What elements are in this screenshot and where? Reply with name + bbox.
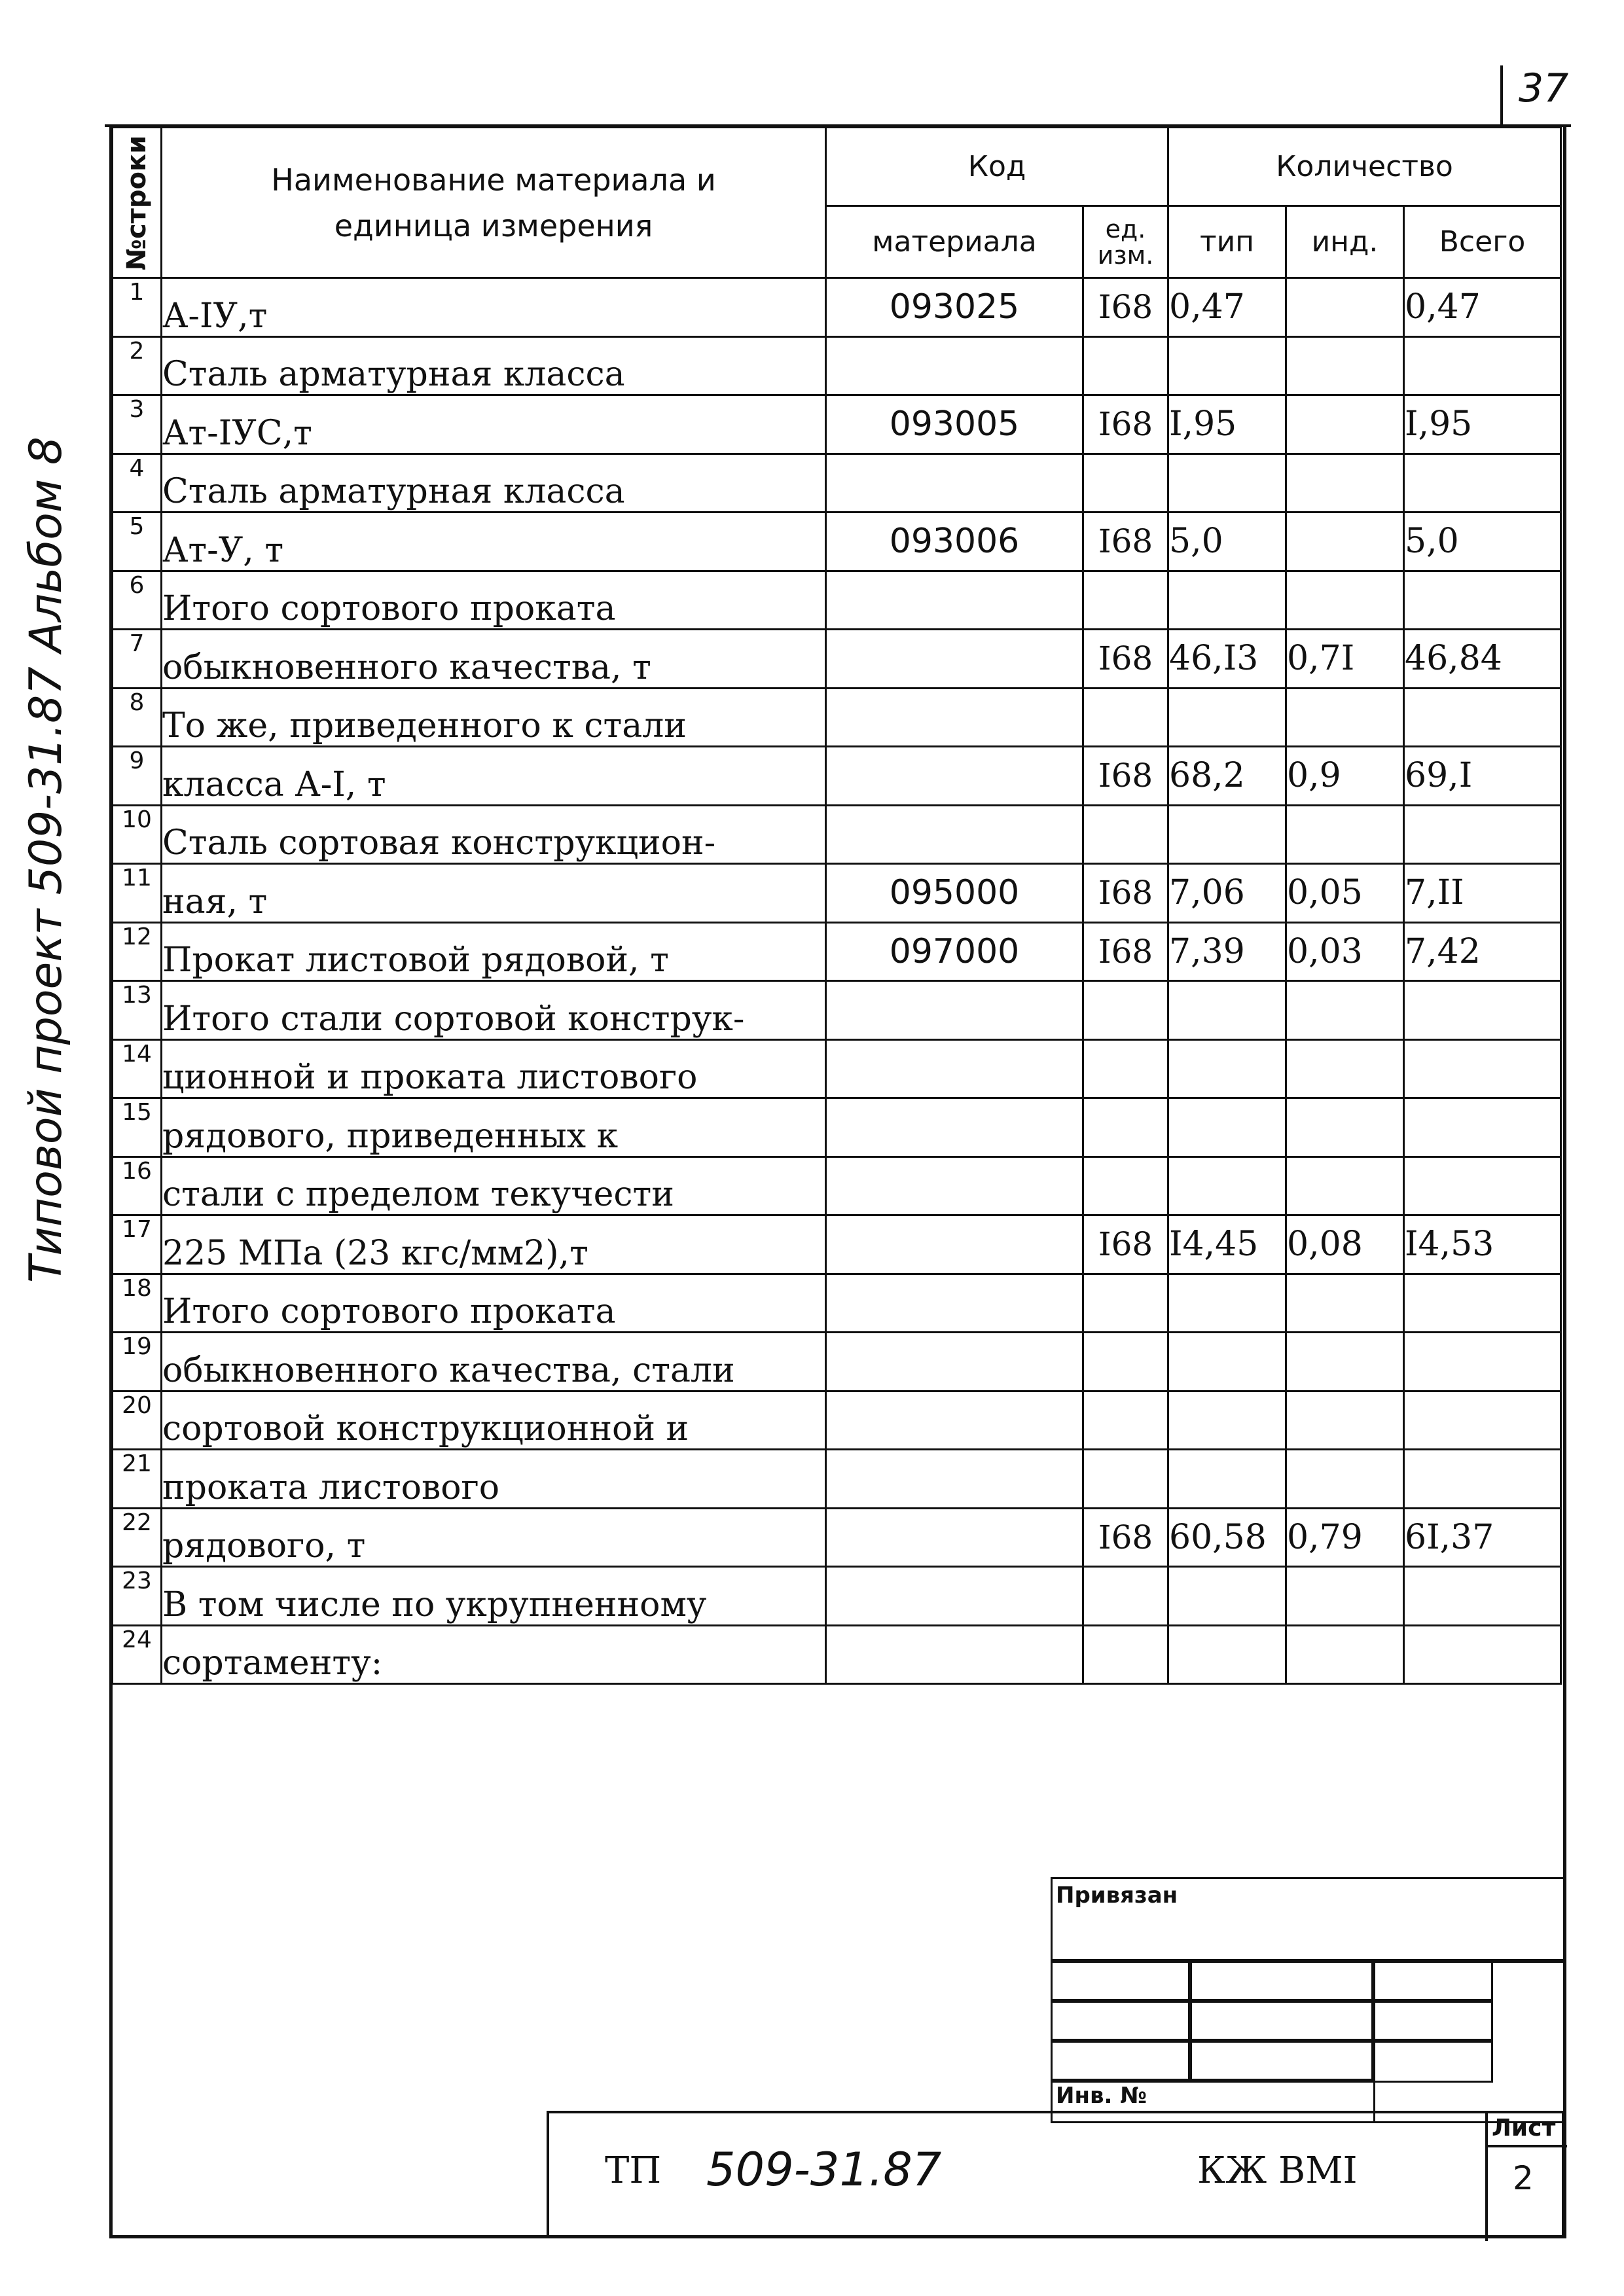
stamp-grid-cell [1051, 1999, 1192, 2043]
row-number-cell: 18 [113, 1274, 162, 1333]
table-row [113, 278, 1561, 337]
qty-type-cell: 68,2 [1168, 747, 1286, 806]
qty-total-cell: 46,84 [1404, 630, 1561, 689]
unit-code-cell [1083, 981, 1168, 1040]
unit-code-cell: I68 [1083, 864, 1168, 923]
table-row [113, 981, 1561, 1040]
stamp-grid-cell [1188, 2039, 1375, 2083]
qty-ind-cell [1286, 1450, 1404, 1509]
qty-total-cell [1404, 454, 1561, 512]
qty-ind-cell [1286, 1333, 1404, 1391]
qty-total-cell [1404, 981, 1561, 1040]
material-code-cell: 095000 [826, 864, 1083, 923]
unit-code-cell [1083, 1450, 1168, 1509]
row-number-cell: 8 [113, 688, 162, 747]
qty-type-cell [1168, 805, 1286, 864]
material-code-cell [826, 1391, 1083, 1450]
material-name-cell: 225 МПа (23 кгс/мм2),т [162, 1215, 826, 1274]
row-number-cell: 20 [113, 1391, 162, 1450]
material-name-cell: обыкновенного качества, т [162, 630, 826, 689]
qty-type-cell [1168, 1333, 1286, 1391]
table-row [113, 454, 1561, 512]
material-code-cell: 093006 [826, 512, 1083, 571]
table-row [113, 805, 1561, 864]
table-row [113, 395, 1561, 454]
qty-ind-cell [1286, 1625, 1404, 1684]
table-row [113, 1450, 1561, 1509]
qty-ind-cell [1286, 805, 1404, 864]
unit-code-cell [1083, 688, 1168, 747]
unit-code-cell: I68 [1083, 630, 1168, 689]
table-row [113, 1039, 1561, 1098]
qty-total-cell [1404, 1039, 1561, 1098]
unit-code-cell [1083, 454, 1168, 512]
qty-total-cell: 7,II [1404, 864, 1561, 923]
qty-ind-cell [1286, 981, 1404, 1040]
material-code-cell: 093025 [826, 278, 1083, 337]
table-row [113, 512, 1561, 571]
table-row [113, 1508, 1561, 1567]
table-row [113, 1274, 1561, 1333]
unit-code-cell [1083, 1157, 1168, 1215]
qty-ind-cell [1286, 336, 1404, 395]
material-name-cell: рядового, приведенных к [162, 1098, 826, 1157]
qty-total-cell: 6I,37 [1404, 1508, 1561, 1567]
stamp-grid-cell [1371, 1999, 1493, 2043]
row-number-cell: 9 [113, 747, 162, 806]
table-row [113, 1625, 1561, 1684]
material-code-cell [826, 630, 1083, 689]
qty-type-cell: I,95 [1168, 395, 1286, 454]
title-block-project-code: 509-31.87 [706, 2143, 942, 2197]
qty-type-cell: 60,58 [1168, 1508, 1286, 1567]
material-name-cell: ционной и проката листового [162, 1039, 826, 1098]
table-row [113, 1157, 1561, 1215]
unit-code-cell: I68 [1083, 512, 1168, 571]
material-code-cell [826, 1508, 1083, 1567]
material-code-cell [826, 571, 1083, 630]
material-code-cell [826, 1567, 1083, 1626]
unit-code-cell: I68 [1083, 922, 1168, 981]
qty-ind-cell [1286, 571, 1404, 630]
qty-type-cell [1168, 688, 1286, 747]
row-number-cell: 17 [113, 1215, 162, 1274]
table-row [113, 336, 1561, 395]
row-number-cell: 19 [113, 1333, 162, 1391]
material-name-cell: Итого стали сортовой конструк- [162, 981, 826, 1040]
qty-type-cell [1168, 1274, 1286, 1333]
row-number-cell: 3 [113, 395, 162, 454]
header-qty-total: Всего [1404, 206, 1561, 278]
material-name-cell: обыкновенного качества, стали [162, 1333, 826, 1391]
material-code-cell [826, 1098, 1083, 1157]
material-specification-table [111, 126, 1562, 1685]
material-code-cell [826, 981, 1083, 1040]
row-number-cell: 24 [113, 1625, 162, 1684]
qty-ind-cell: 0,05 [1286, 864, 1404, 923]
material-code-cell [826, 1450, 1083, 1509]
header-qty-type: тип [1168, 206, 1286, 278]
material-code-cell [826, 336, 1083, 395]
table-row [113, 1098, 1561, 1157]
qty-total-cell [1404, 571, 1561, 630]
qty-total-cell [1404, 1157, 1561, 1215]
qty-type-cell: 7,06 [1168, 864, 1286, 923]
unit-code-cell [1083, 1039, 1168, 1098]
material-code-cell [826, 1215, 1083, 1274]
qty-type-cell [1168, 981, 1286, 1040]
qty-total-cell [1404, 1567, 1561, 1626]
material-name-cell: Сталь сортовая конструкцион- [162, 805, 826, 864]
qty-ind-cell [1286, 454, 1404, 512]
material-name-cell: А-IУ,т [162, 278, 826, 337]
stamp-grid-cell [1371, 1959, 1493, 2003]
row-number-cell: 5 [113, 512, 162, 571]
qty-total-cell [1404, 1333, 1561, 1391]
side-annotation-text: Типовой проект 509-31.87 Альбом 8 [20, 436, 72, 1283]
table-row [113, 1215, 1561, 1274]
table-row [113, 1333, 1561, 1391]
material-code-cell [826, 1333, 1083, 1391]
qty-total-cell [1404, 336, 1561, 395]
row-number-cell: 13 [113, 981, 162, 1040]
unit-code-cell [1083, 1274, 1168, 1333]
qty-ind-cell: 0,08 [1286, 1215, 1404, 1274]
material-name-cell: ная, т [162, 864, 826, 923]
title-block-sheet-divider [1485, 2113, 1488, 2241]
material-code-cell [826, 1039, 1083, 1098]
qty-ind-cell [1286, 1567, 1404, 1626]
qty-total-cell [1404, 1098, 1561, 1157]
qty-ind-cell [1286, 1391, 1404, 1450]
material-name-cell: класса А-I, т [162, 747, 826, 806]
qty-total-cell [1404, 1625, 1561, 1684]
material-name-cell: сортаменту: [162, 1625, 826, 1684]
row-number-cell: 6 [113, 571, 162, 630]
qty-type-cell [1168, 1567, 1286, 1626]
qty-type-cell: I4,45 [1168, 1215, 1286, 1274]
qty-type-cell: 7,39 [1168, 922, 1286, 981]
qty-ind-cell: 0,9 [1286, 747, 1404, 806]
material-name-cell: Ат-У, т [162, 512, 826, 571]
qty-ind-cell [1286, 278, 1404, 337]
table-row [113, 1391, 1561, 1450]
unit-code-cell: I68 [1083, 278, 1168, 337]
stamp-grid-cell [1188, 1959, 1375, 2003]
qty-type-cell [1168, 1157, 1286, 1215]
qty-ind-cell [1286, 1098, 1404, 1157]
qty-type-cell [1168, 1625, 1286, 1684]
stamp-grid-cell [1051, 1959, 1192, 2003]
material-code-cell [826, 805, 1083, 864]
row-number-cell: 4 [113, 454, 162, 512]
title-block-sheet-number: 2 [1513, 2159, 1534, 2197]
unit-code-cell [1083, 336, 1168, 395]
material-name-cell: Итого сортового проката [162, 571, 826, 630]
unit-code-cell [1083, 1391, 1168, 1450]
qty-total-cell [1404, 805, 1561, 864]
qty-ind-cell: 0,7I [1286, 630, 1404, 689]
material-name-cell: Сталь арматурная класса [162, 454, 826, 512]
qty-type-cell: 0,47 [1168, 278, 1286, 337]
material-code-cell [826, 454, 1083, 512]
unit-code-cell [1083, 1098, 1168, 1157]
material-name-cell: стали с пределом текучести [162, 1157, 826, 1215]
stamp-grid-cell [1051, 2039, 1192, 2083]
table-row [113, 922, 1561, 981]
qty-ind-cell [1286, 512, 1404, 571]
unit-code-cell: I68 [1083, 395, 1168, 454]
material-code-cell [826, 688, 1083, 747]
page-number: 37 [1519, 65, 1569, 111]
row-number-cell: 12 [113, 922, 162, 981]
title-block [547, 2111, 1564, 2238]
material-name-cell: То же, приведенного к стали [162, 688, 826, 747]
header-material-name: Наименование материала и единица измерения [162, 128, 826, 278]
unit-code-cell: I68 [1083, 1508, 1168, 1567]
unit-code-cell [1083, 571, 1168, 630]
material-name-cell: Сталь арматурная класса [162, 336, 826, 395]
qty-total-cell [1404, 1274, 1561, 1333]
qty-ind-cell: 0,03 [1286, 922, 1404, 981]
material-code-cell: 097000 [826, 922, 1083, 981]
title-block-prefix: ТП [605, 2149, 662, 2192]
material-name-cell: проката листового [162, 1450, 826, 1509]
qty-ind-cell [1286, 1274, 1404, 1333]
unit-code-cell [1083, 805, 1168, 864]
row-number-cell: 16 [113, 1157, 162, 1215]
material-name-cell: рядового, т [162, 1508, 826, 1567]
stamp-grid-cell [1371, 2039, 1493, 2083]
linkage-stamp [1051, 1877, 1564, 2119]
qty-total-cell [1404, 688, 1561, 747]
material-name-cell: Ат-IУС,т [162, 395, 826, 454]
material-name-cell: Прокат листовой рядовой, т [162, 922, 826, 981]
qty-total-cell: I,95 [1404, 395, 1561, 454]
material-name-cell: Итого сортового проката [162, 1274, 826, 1333]
qty-type-cell [1168, 1391, 1286, 1450]
stamp-linked-label: Привязан [1056, 1882, 1178, 1909]
row-number-cell: 10 [113, 805, 162, 864]
header-code-unit: ед. изм. [1083, 206, 1168, 278]
unit-code-cell: I68 [1083, 747, 1168, 806]
header-quantity-group: Количество [1168, 128, 1561, 206]
table-row [113, 630, 1561, 689]
material-code-cell [826, 1274, 1083, 1333]
title-block-mark: КЖ ВМI [1197, 2149, 1358, 2192]
table-row [113, 747, 1561, 806]
title-block-sheet-label: Лист [1492, 2115, 1556, 2142]
qty-ind-cell [1286, 1157, 1404, 1215]
material-code-cell: 093005 [826, 395, 1083, 454]
qty-total-cell: I4,53 [1404, 1215, 1561, 1274]
row-number-cell: 14 [113, 1039, 162, 1098]
qty-total-cell: 7,42 [1404, 922, 1561, 981]
header-row-number: №строки [113, 128, 162, 278]
qty-type-cell [1168, 454, 1286, 512]
table-row [113, 571, 1561, 630]
table-row [113, 688, 1561, 747]
stamp-inv-label: Инв. № [1056, 2083, 1147, 2109]
row-number-cell: 7 [113, 630, 162, 689]
page-number-rule [1500, 65, 1503, 124]
qty-type-cell [1168, 336, 1286, 395]
unit-code-cell [1083, 1333, 1168, 1391]
qty-type-cell: 46,I3 [1168, 630, 1286, 689]
row-number-cell: 11 [113, 864, 162, 923]
unit-code-cell [1083, 1567, 1168, 1626]
qty-total-cell: 5,0 [1404, 512, 1561, 571]
header-code-group: Код [826, 128, 1168, 206]
qty-ind-cell: 0,79 [1286, 1508, 1404, 1567]
stamp-grid-cell [1188, 1999, 1375, 2043]
qty-type-cell [1168, 571, 1286, 630]
row-number-cell: 15 [113, 1098, 162, 1157]
unit-code-cell: I68 [1083, 1215, 1168, 1274]
title-block-sheet-rule [1485, 2145, 1567, 2147]
material-code-cell [826, 747, 1083, 806]
qty-type-cell [1168, 1098, 1286, 1157]
qty-total-cell [1404, 1391, 1561, 1450]
qty-total-cell: 0,47 [1404, 278, 1561, 337]
material-name-cell: В том числе по укрупненному [162, 1567, 826, 1626]
qty-ind-cell [1286, 395, 1404, 454]
header-code-material: материала [826, 206, 1083, 278]
material-name-cell: сортовой конструкционной и [162, 1391, 826, 1450]
side-annotation [3, 0, 88, 1283]
qty-type-cell [1168, 1450, 1286, 1509]
qty-ind-cell [1286, 1039, 1404, 1098]
qty-total-cell [1404, 1450, 1561, 1509]
row-number-cell: 1 [113, 278, 162, 337]
row-number-cell: 22 [113, 1508, 162, 1567]
row-number-cell: 2 [113, 336, 162, 395]
qty-ind-cell [1286, 688, 1404, 747]
row-number-cell: 23 [113, 1567, 162, 1626]
table-row [113, 1567, 1561, 1626]
table-row [113, 864, 1561, 923]
material-code-cell [826, 1625, 1083, 1684]
header-qty-ind: инд. [1286, 206, 1404, 278]
qty-type-cell: 5,0 [1168, 512, 1286, 571]
material-code-cell [826, 1157, 1083, 1215]
unit-code-cell [1083, 1625, 1168, 1684]
qty-total-cell: 69,I [1404, 747, 1561, 806]
row-number-cell: 21 [113, 1450, 162, 1509]
qty-type-cell [1168, 1039, 1286, 1098]
